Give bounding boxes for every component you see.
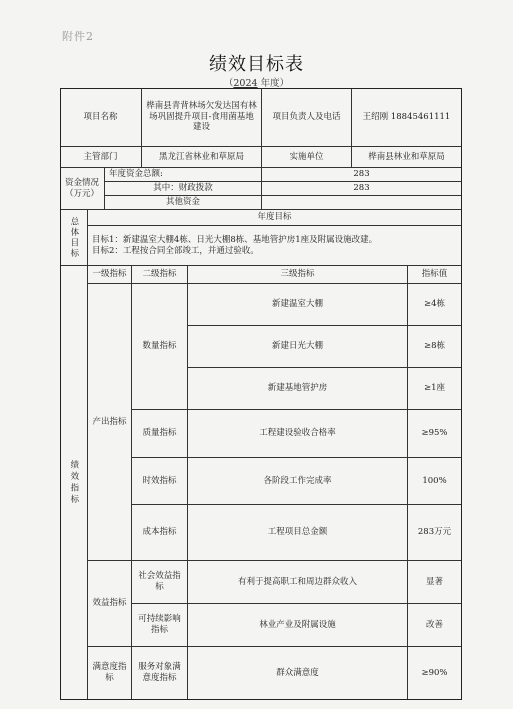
funds-other-label: 其他资金 [105, 196, 262, 210]
indicator-guard-house: 新建基地管护房 [188, 368, 408, 410]
indicator-income: 有利于提高职工和周边群众收入 [188, 561, 408, 604]
goal-1: 目标1：新建温室大棚4栋、日光大棚8栋、基地管护房1座及附属设施改建。 [92, 235, 378, 245]
header-level2: 二级指标 [132, 266, 188, 284]
value-acceptance-rate: ≥95% [408, 410, 462, 458]
value-total-amount: 283万元 [408, 505, 462, 561]
social-benefit-label: 社会效益指标 [132, 561, 188, 604]
impl-label: 实施单位 [262, 147, 352, 168]
value-guard-house: ≥1座 [408, 368, 462, 410]
header-level3: 三级指标 [188, 266, 408, 284]
overall-side-label: 总体目标 [60, 210, 88, 266]
funds-total-value: 283 [262, 168, 462, 182]
year-prefix: （ [223, 78, 234, 89]
indicator-greenhouse: 新建温室大棚 [188, 284, 408, 326]
output-indicators-label: 产出指标 [88, 284, 132, 561]
year-line [0, 75, 513, 89]
manager-label: 项目负责人及电话 [262, 88, 352, 147]
funds-fiscal-label: 其中：财政拨款 [105, 182, 262, 196]
funds-fiscal-value: 283 [262, 182, 462, 196]
timeliness-indicators-label: 时效指标 [132, 458, 188, 505]
indicator-solar-greenhouse: 新建日光大棚 [188, 326, 408, 368]
quantity-indicators-label: 数量指标 [132, 284, 188, 410]
goal-2: 目标2：工程按合同全部竣工，并通过验收。 [92, 245, 259, 256]
funds-total-label: 年度资金总额: [105, 168, 262, 182]
indicator-forestry-facilities: 林业产业及附属设施 [188, 604, 408, 647]
year-value: 2024 [233, 78, 258, 89]
dept-value: 黑龙江省林业和草原局 [142, 147, 262, 168]
value-public-satisfaction: ≥90% [408, 647, 462, 700]
value-completion-rate: 100% [408, 458, 462, 505]
annual-goal-content [88, 226, 462, 266]
cost-indicators-label: 成本指标 [132, 505, 188, 561]
value-greenhouse: ≥4栋 [408, 284, 462, 326]
service-satisfaction-label: 服务对象满意度指标 [132, 647, 188, 700]
perf-side-label: 绩效指标 [60, 266, 88, 700]
project-name-label: 项目名称 [60, 88, 142, 147]
funds-label: 资金情况（万元） [60, 168, 105, 210]
year-suffix: 年度） [257, 78, 290, 89]
annual-goal-header: 年度目标 [88, 210, 462, 226]
impl-value: 桦南县林业和草原局 [352, 147, 462, 168]
satisfaction-indicators-label: 满意度指标 [88, 647, 132, 700]
sustainable-impact-label: 可持续影响指标 [132, 604, 188, 647]
funds-other-value [262, 196, 462, 210]
value-income: 显著 [408, 561, 462, 604]
indicator-total-amount: 工程项目总金额 [188, 505, 408, 561]
header-value: 指标值 [408, 266, 462, 284]
project-name-value: 桦南县青背林场欠发达国有林场巩固提升项目-食用菌基地建设 [142, 88, 262, 147]
attachment-label: 附件2 [62, 30, 94, 43]
dept-label: 主管部门 [60, 147, 142, 168]
header-level1: 一级指标 [88, 266, 132, 284]
value-solar-greenhouse: ≥8栋 [408, 326, 462, 368]
manager-value: 王绍刚 18845461111 [352, 88, 462, 147]
indicator-acceptance-rate: 工程建设验收合格率 [188, 410, 408, 458]
quality-indicators-label: 质量指标 [132, 410, 188, 458]
performance-target-table [60, 88, 462, 700]
page-title: 绩效目标表 [209, 54, 304, 75]
indicator-public-satisfaction: 群众满意度 [188, 647, 408, 700]
indicator-completion-rate: 各阶段工作完成率 [188, 458, 408, 505]
benefit-indicators-label: 效益指标 [88, 561, 132, 647]
value-forestry-facilities: 改善 [408, 604, 462, 647]
